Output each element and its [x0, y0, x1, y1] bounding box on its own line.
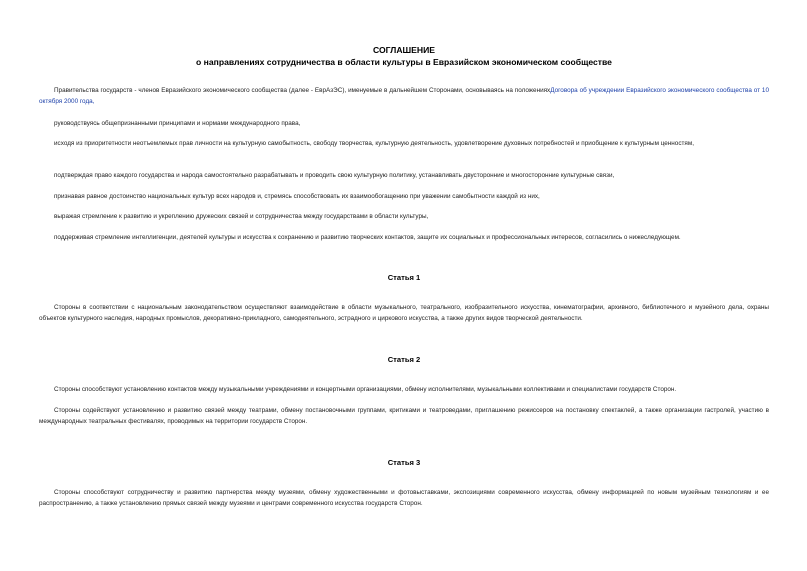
preamble-paragraph: [39, 86, 769, 107]
preamble-text: Правительства государств - членов Евразийского экономического сообщества (далее - ЕврАзЭС), именуемые в дальнейшем Сторонами, основываясь на положениях: [54, 87, 551, 94]
preamble-paragraph: признавая равное достоинство национальных культур всех народов и, стремясь способствовать их взаимообогащению при уважении самобытности каждой из них,: [54, 193, 540, 200]
article-heading: Статья 3: [387, 458, 421, 467]
preamble-paragraph: поддерживая стремление интеллигенции, деятелей культуры и искусства к сохранению и развитию творческих контактов, защите их социальных и профессиональных интересов, согласились о нижеследующем.: [54, 234, 681, 241]
article-heading: Статья 2: [387, 355, 421, 364]
document-title: СОГЛАШЕНИЕ: [372, 45, 436, 55]
preamble-paragraph: выражая стремление к развитию и укреплению дружеских связей и сотрудничества между государствами в области культуры,: [54, 213, 429, 220]
document-subtitle: о направлениях сотрудничества в области культуры в Евразийском экономическом сообществе: [196, 57, 612, 67]
preamble-paragraph: подтверждая право каждого государства и народа самостоятельно разрабатывать и проводить свою культурную политику, устанавливать двусторонние и многосторонние культурные связи,: [54, 172, 615, 179]
preamble-paragraph: исходя из приоритетности неотъемлемых прав личности на культурную самобытность, свободу творчества, культурную деятельность, удовлетворение духовных потребностей и приобщение к культурным ценностям,: [54, 140, 694, 147]
article-paragraph: Стороны содействуют установлению и развитию связей между театрами, обмену постановочными группами, критиками и театроведами, приглашению режиссеров на постановку спектаклей, а также организации гастролей, участию в международных театральных фестивалях, проводимых на территории государств Сторон.: [39, 407, 769, 425]
article-paragraph: Стороны в соответствии с национальным законодательством осуществляют взаимодействие в области музыкального, театрального, изобразительного искусства, кинематографии, архивного, библиотечного и музейного дела, охраны объектов культурного наследия, народных промыслов, декоративно-прикладного, самодеятельного, эстрадного и циркового искусства, а также других видов творческой деятельности.: [39, 304, 769, 322]
article-heading: Статья 1: [387, 273, 421, 282]
article-paragraph: Стороны способствуют установлению контактов между музыкальными учреждениями и концертными организациями, обмену исполнителями, музыкальными коллективами и специалистами государств Сторон.: [54, 386, 677, 393]
preamble-text-after: ,: [92, 97, 95, 105]
treaty-link[interactable]: Договора об учреждении Евразийского экономического сообщества от 10 октября 2000 года: [39, 87, 769, 105]
article-paragraph: Стороны способствуют сотрудничеству и развитию партнерства между музеями, обмену художественными и фотовыставками, экспозициями современного искусства, обмену информацией по новым музейным технологиям и ее распространению, а также установлению прямых связей между музеями и центрами современного искусства государств Сторон.: [39, 489, 769, 507]
preamble-paragraph: руководствуясь общепризнанными принципами и нормами международного права,: [54, 120, 301, 127]
